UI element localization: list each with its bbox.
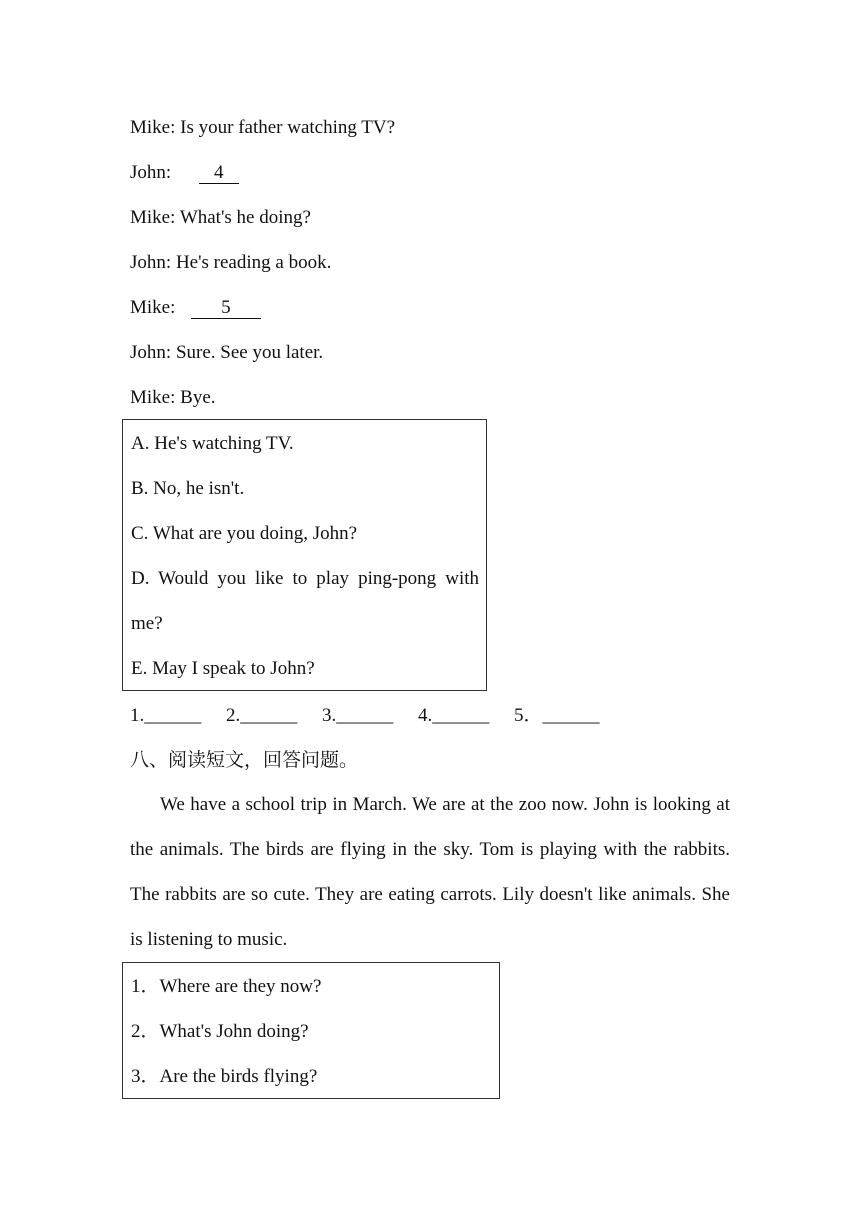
speaker: Mike: — [130, 117, 176, 138]
reading-passage: We have a school trip in March. We are at the zoo now. John is looking at the animals. The birds are flying in the sky. Tom is playing with the rabbits. The rabbits are so cute. They are eating carrots. Lily doesn't like animals. She is listening to music. — [130, 794, 730, 950]
answer-slot-2[interactable]: 2.______ — [226, 705, 298, 726]
dialogue-line-6 — [130, 341, 323, 365]
option-e: E. May I speak to John? — [131, 658, 315, 679]
dialogue-text: What's he doing? — [179, 207, 311, 228]
dialogue-line-2 — [130, 161, 239, 185]
question-3: 3．Are the birds flying? — [131, 1066, 318, 1087]
dialogue-line-4 — [130, 251, 331, 275]
speaker: John: — [130, 162, 172, 183]
answer-line — [130, 704, 620, 728]
answer-blank-5[interactable]: 5 — [191, 298, 261, 319]
dialogue-line-3 — [130, 206, 311, 230]
speaker: Mike: — [130, 387, 176, 408]
option-a: A. He's watching TV. — [131, 433, 294, 454]
option-c: C. What are you doing, John? — [131, 523, 358, 544]
section-heading: 八、阅读短文，回答问题。 — [130, 749, 359, 771]
answer-slot-5[interactable]: 5．______ — [514, 705, 600, 726]
dialogue-text: Bye. — [180, 387, 216, 408]
dialogue-text: Is your father watching TV? — [180, 117, 396, 138]
question-1: 1．Where are they now? — [131, 976, 322, 997]
dialogue-text: Sure. See you later. — [175, 342, 324, 363]
option-d-line-2: me? — [131, 613, 163, 634]
answer-slot-1[interactable]: 1.______ — [130, 705, 202, 726]
speaker: Mike: — [130, 297, 176, 318]
questions-box — [122, 962, 500, 1099]
question-2: 2．What's John doing? — [131, 1021, 309, 1042]
speaker: John: — [130, 342, 172, 363]
dialogue-text: He's reading a book. — [175, 252, 332, 273]
option-d-line-1: D. Would you like to play ping-pong with — [131, 568, 479, 589]
answer-slot-3[interactable]: 3.______ — [322, 705, 394, 726]
dialogue-line-5 — [130, 296, 261, 320]
speaker: Mike: — [130, 207, 176, 228]
option-b: B. No, he isn't. — [131, 478, 245, 499]
options-box — [122, 419, 487, 691]
dialogue-line-7 — [130, 386, 216, 410]
dialogue-line-1 — [130, 116, 395, 140]
speaker: John: — [130, 252, 172, 273]
answer-slot-4[interactable]: 4.______ — [418, 705, 490, 726]
answer-blank-4[interactable]: 4 — [199, 163, 239, 184]
